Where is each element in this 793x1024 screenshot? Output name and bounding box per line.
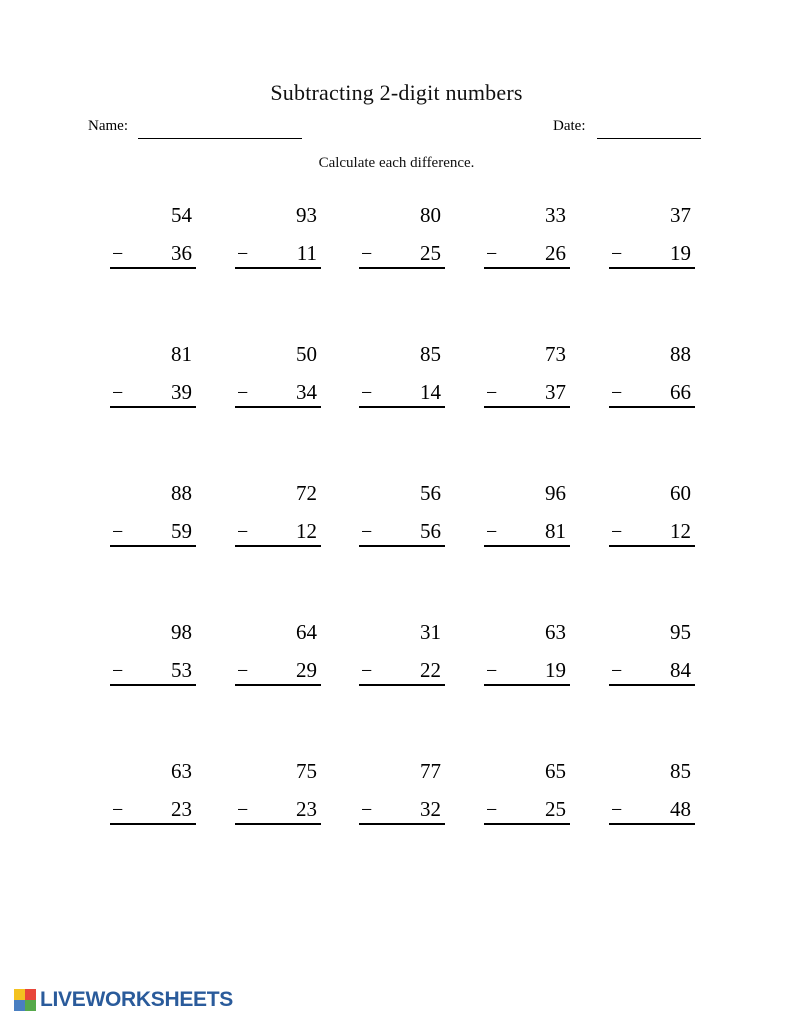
- problem-cell: [470, 761, 580, 825]
- answer-rule: [235, 684, 321, 686]
- subtraction-problem: [235, 622, 321, 686]
- liveworksheets-logo-icon: [14, 989, 36, 1011]
- minuend: 88: [171, 481, 192, 505]
- problem-row: [0, 205, 793, 344]
- minus-sign-icon: −: [486, 243, 498, 265]
- minus-sign-icon: −: [112, 382, 124, 404]
- subtrahend: 36: [171, 241, 192, 265]
- name-date-row: [0, 118, 793, 142]
- answer-rule: [235, 267, 321, 269]
- subtrahend: 23: [171, 797, 192, 821]
- subtraction-problem: [235, 761, 321, 825]
- minus-sign-icon: −: [237, 660, 249, 682]
- subtrahend: 59: [171, 519, 192, 543]
- subtraction-problem: [110, 761, 196, 825]
- minus-sign-icon: −: [611, 521, 623, 543]
- problem-grid: [0, 205, 793, 900]
- minus-sign-icon: −: [361, 799, 373, 821]
- subtrahend: 29: [296, 658, 317, 682]
- subtraction-problem: [359, 344, 445, 408]
- problem-cell: [96, 622, 206, 686]
- subtraction-problem: [484, 761, 570, 825]
- subtrahend: 56: [420, 519, 441, 543]
- minus-sign-icon: −: [486, 660, 498, 682]
- subtraction-problem: [359, 761, 445, 825]
- minus-sign-icon: −: [112, 799, 124, 821]
- answer-rule: [484, 267, 570, 269]
- minus-sign-icon: −: [611, 243, 623, 265]
- date-input-line[interactable]: [597, 138, 701, 139]
- subtraction-problem: [359, 483, 445, 547]
- problem-cell: [470, 483, 580, 547]
- minus-sign-icon: −: [361, 382, 373, 404]
- subtraction-problem: [484, 483, 570, 547]
- subtraction-problem: [359, 205, 445, 269]
- subtrahend: 12: [670, 519, 691, 543]
- problem-row: [0, 344, 793, 483]
- subtraction-problem: [110, 622, 196, 686]
- minuend: 81: [171, 342, 192, 366]
- minuend: 95: [670, 620, 691, 644]
- brand-name: LIVEWORKSHEETS: [40, 988, 233, 1011]
- problem-cell: [345, 622, 455, 686]
- subtrahend: 66: [670, 380, 691, 404]
- minuend: 98: [171, 620, 192, 644]
- subtrahend: 53: [171, 658, 192, 682]
- subtrahend: 81: [545, 519, 566, 543]
- minuend: 72: [296, 481, 317, 505]
- instruction-text: Calculate each difference.: [318, 155, 475, 171]
- minuend: 56: [420, 481, 441, 505]
- answer-rule: [359, 823, 445, 825]
- answer-rule: [609, 406, 695, 408]
- minuend: 54: [171, 203, 192, 227]
- minus-sign-icon: −: [112, 521, 124, 543]
- answer-rule: [359, 684, 445, 686]
- minuend: 65: [545, 759, 566, 783]
- subtrahend: 25: [420, 241, 441, 265]
- answer-rule: [359, 406, 445, 408]
- minuend: 60: [670, 481, 691, 505]
- minus-sign-icon: −: [361, 660, 373, 682]
- subtrahend: 25: [545, 797, 566, 821]
- name-label: Name:: [88, 118, 128, 134]
- problem-cell: [595, 761, 705, 825]
- problem-cell: [96, 761, 206, 825]
- problem-cell: [595, 622, 705, 686]
- answer-rule: [110, 406, 196, 408]
- minus-sign-icon: −: [237, 382, 249, 404]
- minus-sign-icon: −: [237, 799, 249, 821]
- problem-cell: [221, 205, 331, 269]
- problem-cell: [595, 344, 705, 408]
- subtrahend: 22: [420, 658, 441, 682]
- subtrahend: 14: [420, 380, 441, 404]
- minuend: 50: [296, 342, 317, 366]
- minuend: 96: [545, 481, 566, 505]
- subtrahend: 19: [670, 241, 691, 265]
- minus-sign-icon: −: [486, 799, 498, 821]
- subtraction-problem: [235, 205, 321, 269]
- minuend: 80: [420, 203, 441, 227]
- subtraction-problem: [484, 622, 570, 686]
- subtrahend: 37: [545, 380, 566, 404]
- problem-cell: [96, 205, 206, 269]
- minuend: 75: [296, 759, 317, 783]
- subtrahend: 32: [420, 797, 441, 821]
- subtrahend: 84: [670, 658, 691, 682]
- minuend: 85: [420, 342, 441, 366]
- minus-sign-icon: −: [611, 660, 623, 682]
- problem-cell: [221, 622, 331, 686]
- minuend: 63: [171, 759, 192, 783]
- answer-rule: [110, 267, 196, 269]
- subtrahend: 11: [296, 241, 317, 265]
- minus-sign-icon: −: [486, 382, 498, 404]
- problem-cell: [595, 205, 705, 269]
- minuend: 31: [420, 620, 441, 644]
- problem-cell: [96, 344, 206, 408]
- answer-rule: [484, 406, 570, 408]
- subtrahend: 39: [171, 380, 192, 404]
- subtrahend: 48: [670, 797, 691, 821]
- answer-rule: [359, 545, 445, 547]
- minus-sign-icon: −: [112, 243, 124, 265]
- minuend: 37: [670, 203, 691, 227]
- minuend: 33: [545, 203, 566, 227]
- minus-sign-icon: −: [237, 521, 249, 543]
- name-input-line[interactable]: [138, 138, 302, 139]
- problem-cell: [345, 205, 455, 269]
- problem-cell: [345, 483, 455, 547]
- page-title: Subtracting 2-digit numbers: [270, 80, 523, 105]
- problem-cell: [221, 761, 331, 825]
- minuend: 77: [420, 759, 441, 783]
- minus-sign-icon: −: [361, 521, 373, 543]
- answer-rule: [235, 823, 321, 825]
- problem-row: [0, 761, 793, 900]
- answer-rule: [609, 545, 695, 547]
- subtraction-problem: [609, 344, 695, 408]
- minuend: 64: [296, 620, 317, 644]
- problem-cell: [345, 761, 455, 825]
- minuend: 93: [296, 203, 317, 227]
- subtraction-problem: [359, 622, 445, 686]
- minus-sign-icon: −: [361, 243, 373, 265]
- answer-rule: [110, 545, 196, 547]
- subtraction-problem: [484, 344, 570, 408]
- minus-sign-icon: −: [112, 660, 124, 682]
- problem-cell: [595, 483, 705, 547]
- minuend: 85: [670, 759, 691, 783]
- answer-rule: [609, 684, 695, 686]
- problem-cell: [470, 344, 580, 408]
- answer-rule: [484, 684, 570, 686]
- problem-cell: [470, 622, 580, 686]
- subtraction-problem: [609, 622, 695, 686]
- subtraction-problem: [484, 205, 570, 269]
- minuend: 88: [670, 342, 691, 366]
- subtrahend: 23: [296, 797, 317, 821]
- minus-sign-icon: −: [237, 243, 249, 265]
- problem-cell: [345, 344, 455, 408]
- answer-rule: [609, 267, 695, 269]
- subtraction-problem: [110, 205, 196, 269]
- subtraction-problem: [235, 344, 321, 408]
- answer-rule: [609, 823, 695, 825]
- subtraction-problem: [609, 205, 695, 269]
- minus-sign-icon: −: [486, 521, 498, 543]
- subtraction-problem: [609, 761, 695, 825]
- subtrahend: 26: [545, 241, 566, 265]
- subtraction-problem: [110, 344, 196, 408]
- answer-rule: [235, 406, 321, 408]
- subtraction-problem: [110, 483, 196, 547]
- problem-cell: [470, 205, 580, 269]
- problem-cell: [96, 483, 206, 547]
- subtrahend: 12: [296, 519, 317, 543]
- subtrahend: 34: [296, 380, 317, 404]
- problem-row: [0, 622, 793, 761]
- subtrahend: 19: [545, 658, 566, 682]
- problem-cell: [221, 483, 331, 547]
- answer-rule: [235, 545, 321, 547]
- answer-rule: [484, 823, 570, 825]
- answer-rule: [110, 684, 196, 686]
- date-label: Date:: [553, 118, 586, 134]
- answer-rule: [359, 267, 445, 269]
- problem-row: [0, 483, 793, 622]
- minus-sign-icon: −: [611, 799, 623, 821]
- minus-sign-icon: −: [611, 382, 623, 404]
- problem-cell: [221, 344, 331, 408]
- subtraction-problem: [235, 483, 321, 547]
- answer-rule: [484, 545, 570, 547]
- minuend: 63: [545, 620, 566, 644]
- minuend: 73: [545, 342, 566, 366]
- subtraction-problem: [609, 483, 695, 547]
- liveworksheets-footer[interactable]: [14, 986, 233, 1014]
- answer-rule: [110, 823, 196, 825]
